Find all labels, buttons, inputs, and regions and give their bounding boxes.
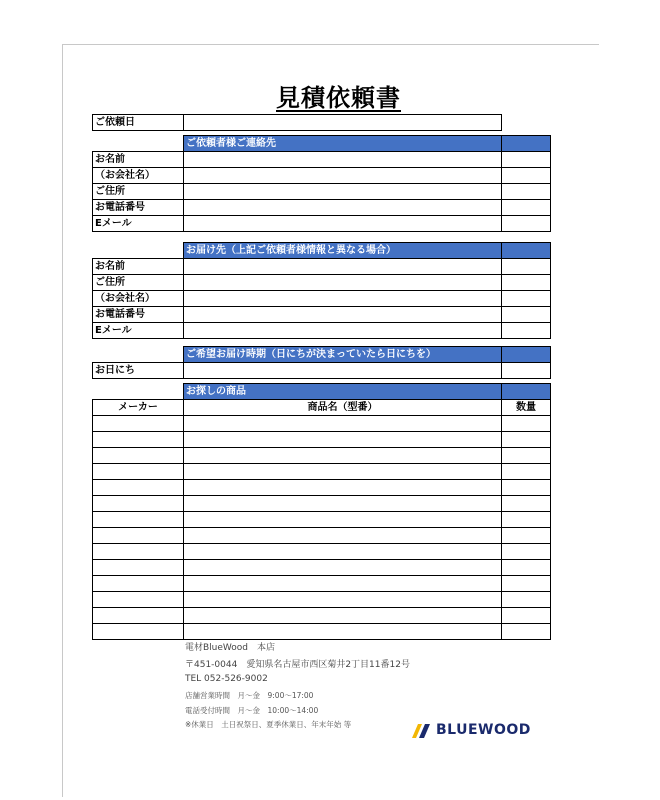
footer-tel: TEL 052-526-9002 [185, 674, 268, 684]
maker-cell[interactable] [93, 416, 184, 432]
product-name-cell[interactable] [184, 560, 502, 576]
products-header-end [502, 384, 551, 400]
product-name-cell[interactable] [184, 448, 502, 464]
product-name-cell[interactable] [184, 432, 502, 448]
maker-cell[interactable] [93, 544, 184, 560]
product-name-cell[interactable] [184, 576, 502, 592]
maker-cell[interactable] [93, 608, 184, 624]
delivery-company-field[interactable] [184, 291, 502, 307]
product-name-cell[interactable] [184, 464, 502, 480]
maker-cell[interactable] [93, 512, 184, 528]
footer-phone-hours: 電話受付時間 月～金 10:00～14:00 [185, 706, 319, 715]
quantity-cell[interactable] [502, 560, 551, 576]
requester-header-end [502, 136, 551, 152]
column-header-product-name: 商品名（型番） [184, 400, 502, 416]
quantity-cell[interactable] [502, 496, 551, 512]
logo-text: BLUEWOOD [436, 722, 531, 738]
requester-extra-cell [502, 216, 551, 232]
table-row [93, 576, 551, 592]
delivery-date-header: ご希望お届け時期（日にちが決まっていたら日にちを） [184, 347, 502, 363]
requester-phone-field[interactable] [184, 200, 502, 216]
requester-address-field[interactable] [184, 184, 502, 200]
bluewood-logo [412, 722, 531, 738]
product-name-cell[interactable] [184, 592, 502, 608]
delivery-header-end [502, 243, 551, 259]
quantity-cell[interactable] [502, 592, 551, 608]
header-spacer [93, 136, 184, 152]
requester-label-company: （お会社名） [93, 168, 184, 184]
delivery-table [92, 242, 551, 339]
table-row [93, 464, 551, 480]
quantity-cell[interactable] [502, 480, 551, 496]
quantity-cell[interactable] [502, 576, 551, 592]
footer-holidays: ※休業日 土日祝祭日、夏季休業日、年末年始 等 [185, 720, 352, 729]
delivery-date-extra [502, 363, 551, 379]
request-date-label: ご依頼日 [93, 115, 184, 131]
delivery-date-table [92, 346, 551, 379]
footer-company: 電材BlueWood 本店 [185, 643, 276, 653]
delivery-email-field[interactable] [184, 323, 502, 339]
table-row [93, 480, 551, 496]
quantity-cell[interactable] [502, 608, 551, 624]
quantity-cell[interactable] [502, 432, 551, 448]
maker-cell[interactable] [93, 480, 184, 496]
product-name-cell[interactable] [184, 416, 502, 432]
footer-address: 〒451-0044 愛知県名古屋市西区菊井2丁目11番12号 [185, 660, 410, 670]
delivery-header: お届け先（上記ご依頼者様情報と異なる場合） [184, 243, 502, 259]
delivery-extra-cell [502, 259, 551, 275]
header-spacer [93, 347, 184, 363]
quantity-cell[interactable] [502, 464, 551, 480]
delivery-label-address: ご住所 [93, 275, 184, 291]
requester-table [92, 135, 551, 232]
delivery-address-field[interactable] [184, 275, 502, 291]
table-row [93, 608, 551, 624]
delivery-label-email: Eメール [93, 323, 184, 339]
quantity-cell[interactable] [502, 448, 551, 464]
requester-extra-cell [502, 184, 551, 200]
product-name-cell[interactable] [184, 512, 502, 528]
delivery-extra-cell [502, 291, 551, 307]
column-header-maker: メーカー [93, 400, 184, 416]
delivery-extra-cell [502, 275, 551, 291]
product-name-cell[interactable] [184, 608, 502, 624]
column-header-quantity: 数量 [502, 400, 551, 416]
requester-email-field[interactable] [184, 216, 502, 232]
maker-cell[interactable] [93, 528, 184, 544]
requester-extra-cell [502, 200, 551, 216]
maker-cell[interactable] [93, 432, 184, 448]
requester-company-field[interactable] [184, 168, 502, 184]
product-name-cell[interactable] [184, 624, 502, 640]
requester-extra-cell [502, 168, 551, 184]
table-row [93, 624, 551, 640]
product-name-cell[interactable] [184, 480, 502, 496]
maker-cell[interactable] [93, 448, 184, 464]
quantity-cell[interactable] [502, 416, 551, 432]
delivery-label-name: お名前 [93, 259, 184, 275]
footer-store-hours: 店舗営業時間 月～金 9:00～17:00 [185, 691, 314, 700]
quantity-cell[interactable] [502, 528, 551, 544]
product-table [92, 383, 551, 640]
table-row [93, 544, 551, 560]
quantity-cell[interactable] [502, 624, 551, 640]
requester-name-field[interactable] [184, 152, 502, 168]
request-date-field[interactable] [184, 115, 502, 131]
quantity-cell[interactable] [502, 544, 551, 560]
table-row [93, 592, 551, 608]
product-name-cell[interactable] [184, 528, 502, 544]
delivery-label-phone: お電話番号 [93, 307, 184, 323]
table-row [93, 496, 551, 512]
products-header: お探しの商品 [184, 384, 502, 400]
product-name-cell[interactable] [184, 544, 502, 560]
delivery-label-company: （お会社名） [93, 291, 184, 307]
maker-cell[interactable] [93, 464, 184, 480]
request-date-table [92, 114, 502, 131]
delivery-extra-cell [502, 323, 551, 339]
delivery-extra-cell [502, 307, 551, 323]
delivery-name-field[interactable] [184, 259, 502, 275]
requester-header: ご依頼者様ご連絡先 [184, 136, 502, 152]
header-spacer [93, 243, 184, 259]
delivery-date-field[interactable] [184, 363, 502, 379]
requester-label-address: ご住所 [93, 184, 184, 200]
product-name-cell[interactable] [184, 496, 502, 512]
bluewood-logo-icon [412, 723, 430, 737]
table-row [93, 448, 551, 464]
quantity-cell[interactable] [502, 512, 551, 528]
maker-cell[interactable] [93, 576, 184, 592]
delivery-date-header-end [502, 347, 551, 363]
maker-cell[interactable] [93, 560, 184, 576]
requester-label-phone: お電話番号 [93, 200, 184, 216]
delivery-phone-field[interactable] [184, 307, 502, 323]
maker-cell[interactable] [93, 592, 184, 608]
requester-label-name: お名前 [93, 152, 184, 168]
table-row [93, 512, 551, 528]
delivery-date-label: お日にち [93, 363, 184, 379]
table-row [93, 432, 551, 448]
requester-label-email: Eメール [93, 216, 184, 232]
maker-cell[interactable] [93, 496, 184, 512]
requester-extra-cell [502, 152, 551, 168]
header-spacer [93, 384, 184, 400]
page-title: 見積依頼書 [276, 84, 401, 112]
maker-cell[interactable] [93, 624, 184, 640]
table-row [93, 416, 551, 432]
table-row [93, 528, 551, 544]
table-row [93, 560, 551, 576]
